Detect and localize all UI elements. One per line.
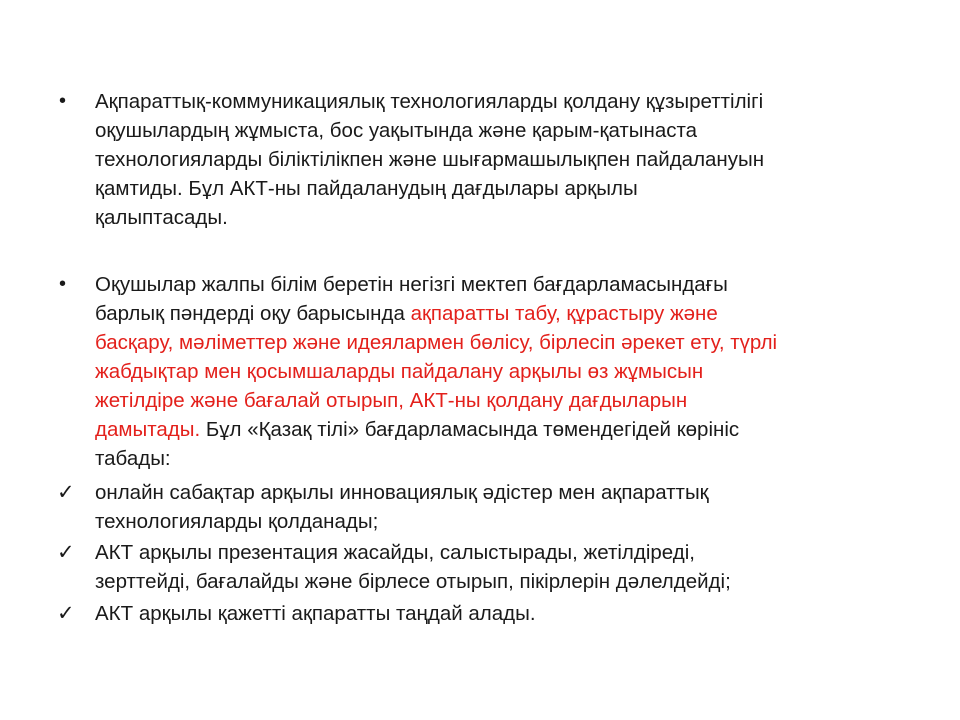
bullet-text (95, 87, 915, 232)
text-black: табады: (95, 447, 171, 470)
text-line: Ақпараттық-коммуникациялық технологияларды қолдану құзыреттілігі (95, 90, 764, 113)
bullet-item-students-skills (55, 270, 915, 473)
text-black: Бұл «Қазақ тілі» бағдарламасында төмендегідей көрініс (200, 418, 740, 441)
text-line: технологияларды қолданады; (95, 510, 379, 533)
text-line (95, 328, 915, 357)
text-line: АКТ арқылы презентация жасайды, салыстырады, жетілдіреді, (95, 541, 695, 564)
checkmark-icon: ✓ (57, 602, 75, 625)
text-black: Оқушылар жалпы білім беретін негізгі мектеп бағдарламасындағы (95, 273, 728, 296)
check-text (95, 478, 915, 536)
bullet-text (95, 270, 915, 473)
text-line: онлайн сабақтар арқылы инновациялық әдістер мен ақпараттық (95, 481, 709, 504)
check-item-select-information (55, 599, 915, 628)
text-highlight: жабдықтар мен қосымшаларды пайдалану арқылы өз жұмысын (95, 360, 704, 383)
text-line (95, 357, 915, 386)
checkmark-icon: ✓ (57, 541, 75, 564)
text-line: зерттейді, бағалайды және бірлесе отырып, пікірлерін дәлелдейді; (95, 570, 731, 593)
text-highlight: ақпаратты табу, құрастыру және (410, 302, 718, 325)
text-line: АКТ арқылы қажетті ақпаратты таңдай алады. (95, 602, 536, 625)
text-black: барлық пәндерді оқу барысында (95, 302, 411, 325)
text-line: қамтиды. Бұл АКТ-ны пайдаланудың дағдылары арқылы (95, 177, 638, 200)
text-line (95, 386, 915, 415)
text-highlight: басқару, мәліметтер және идеялармен бөлісу, бірлесіп әрекет ету, түрлі (95, 331, 778, 354)
check-item-presentation (55, 538, 915, 596)
text-line (95, 270, 915, 299)
bullet-dot-icon: • (59, 90, 67, 112)
check-item-online-lessons (55, 478, 915, 536)
text-highlight: дамытады. (95, 418, 201, 441)
text-line (95, 444, 915, 473)
text-line: оқушылардың жұмыста, бос уақытында және қарым-қатынаста (95, 119, 698, 142)
text-line: қалыптасады. (95, 206, 228, 229)
bullet-item-ict-competence (55, 87, 915, 232)
text-line: технологияларды біліктілікпен және шығармашылықпен пайдалануын (95, 148, 765, 171)
checkmark-icon: ✓ (57, 481, 75, 504)
text-highlight: жетілдіре және бағалай отырып, АКТ-ны қолдану дағдыларын (95, 389, 688, 412)
text-line (95, 299, 915, 328)
bullet-dot-icon: • (59, 273, 67, 295)
check-text (95, 599, 915, 628)
text-line (95, 415, 915, 444)
check-text (95, 538, 915, 596)
